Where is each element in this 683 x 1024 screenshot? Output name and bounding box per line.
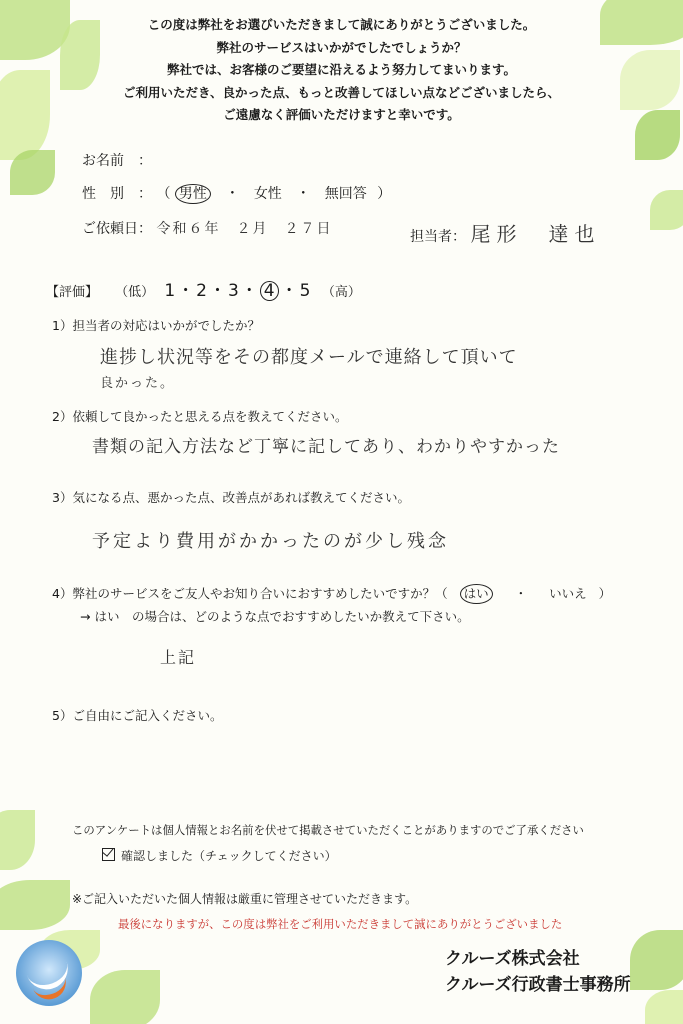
recommend-option-yes[interactable]: はい xyxy=(460,584,493,604)
answer-3: 予定より費用がかかったのが少し残念 xyxy=(92,531,449,552)
rating-option-3[interactable]: 3 xyxy=(227,281,239,301)
company-logo xyxy=(16,940,82,1006)
privacy-note: ※ご記入いただいた個人情報は厳重に管理させていただきます。 xyxy=(72,892,418,906)
rating-dot: ・ xyxy=(208,281,226,301)
recommend-dot: ・ xyxy=(514,586,528,601)
gender-open: （ xyxy=(156,186,171,202)
rating-option-4[interactable]: 4 xyxy=(260,281,279,301)
rating-option-1[interactable]: 1 xyxy=(164,281,176,301)
gender-dot: ・ xyxy=(225,186,240,202)
rating-high: （高） xyxy=(321,285,361,300)
question-2: 2）依頼して良かったと思える点を教えてください。 xyxy=(52,409,348,424)
consent-note: このアンケートは個人情報とお名前を伏せて掲載させていただくことがありますのでご了承ください xyxy=(72,823,584,837)
intro-line: ご遠慮なく評価いただけますと幸いです。 xyxy=(223,107,460,122)
question-5: 5）ご自由にご記入ください。 xyxy=(52,708,223,723)
closing-note: 最後になりますが、この度は弊社をご利用いただきまして誠にありがとうございました xyxy=(118,917,563,931)
intro-line: 弊社では、お客様のご要望に沿えるよう努力してまいります。 xyxy=(166,62,516,77)
rating-label: 【評価】 xyxy=(46,285,99,300)
rating-row xyxy=(45,276,362,301)
answer-1-line-1: 進捗し状況等をその都度メールで連絡して頂いて xyxy=(100,347,518,368)
question-1: 1）担当者の対応はいかがでしたか？ xyxy=(52,318,260,333)
name-row xyxy=(82,150,152,170)
leaf-decoration xyxy=(650,190,683,230)
confirm-label: 確認しました（チェックしてください） xyxy=(121,849,337,863)
rating-dot: ・ xyxy=(177,281,195,301)
question-4-text: 4）弊社のサービスをご友人やお知り合いにおすすめしたいですか？（ xyxy=(52,586,448,601)
intro-line: この度は弊社をお選びいただきまして誠にありがとうございました。 xyxy=(147,17,536,32)
gender-option-none[interactable]: 無回答 xyxy=(324,186,367,202)
intro-line: 弊社のサービスはいかがでしたでしょうか？ xyxy=(216,39,467,55)
rating-dot: ・ xyxy=(240,281,258,301)
gender-option-male[interactable]: 男性 xyxy=(175,184,211,204)
recommend-close: ） xyxy=(598,586,612,601)
rating-option-2[interactable]: 2 xyxy=(196,281,207,301)
answer-2: 書類の記入方法など丁寧に記してあり、わかりやすかった xyxy=(92,437,560,457)
question-4-followup: → はい の場合は、どのような点でおすすめしたいか教えて下さい。 xyxy=(80,609,470,624)
request-date-value: 令和６年 ２月 ２７日 xyxy=(156,221,333,237)
gender-close: ） xyxy=(377,186,392,202)
confirm-checkbox[interactable] xyxy=(102,848,115,861)
leaf-decoration xyxy=(10,150,55,195)
question-3: 3）気になる点、悪かった点、改善点があれば教えてください。 xyxy=(52,490,410,505)
staff-label: 担当者： xyxy=(410,229,466,245)
gender-label: 性 別 ： xyxy=(82,186,152,202)
answer-1-line-2: 良かった。 xyxy=(100,376,176,391)
leaf-decoration xyxy=(90,970,160,1024)
staff-row xyxy=(410,218,600,247)
recommend-option-no[interactable]: いいえ xyxy=(549,586,587,601)
request-date-label: ご依頼日： xyxy=(82,221,152,237)
gender-option-female[interactable]: 女性 xyxy=(253,186,282,202)
rating-scale xyxy=(163,281,317,301)
request-date-row xyxy=(82,218,332,238)
leaf-decoration xyxy=(0,810,35,870)
intro-text xyxy=(0,14,683,127)
office-name: クルーズ行政書士事務所 xyxy=(445,975,631,995)
rating-low: （低） xyxy=(115,285,155,300)
leaf-decoration xyxy=(630,930,683,990)
confirm-row xyxy=(102,847,337,864)
leaf-decoration xyxy=(645,990,683,1024)
staff-value: 尾形 達也 xyxy=(470,222,601,246)
question-4 xyxy=(52,584,611,604)
leaf-decoration xyxy=(0,880,70,930)
answer-4: 上記 xyxy=(160,648,197,667)
rating-option-5[interactable]: 5 xyxy=(299,281,311,301)
gender-dot: ・ xyxy=(296,186,311,202)
intro-line: ご利用いただき、良かった点、もっと改善してほしい点などございましたら、 xyxy=(122,84,560,100)
rating-dot: ・ xyxy=(280,281,298,301)
name-label: お名前 ： xyxy=(82,153,152,169)
company-name: クルーズ株式会社 xyxy=(445,949,580,969)
gender-row xyxy=(82,183,391,204)
